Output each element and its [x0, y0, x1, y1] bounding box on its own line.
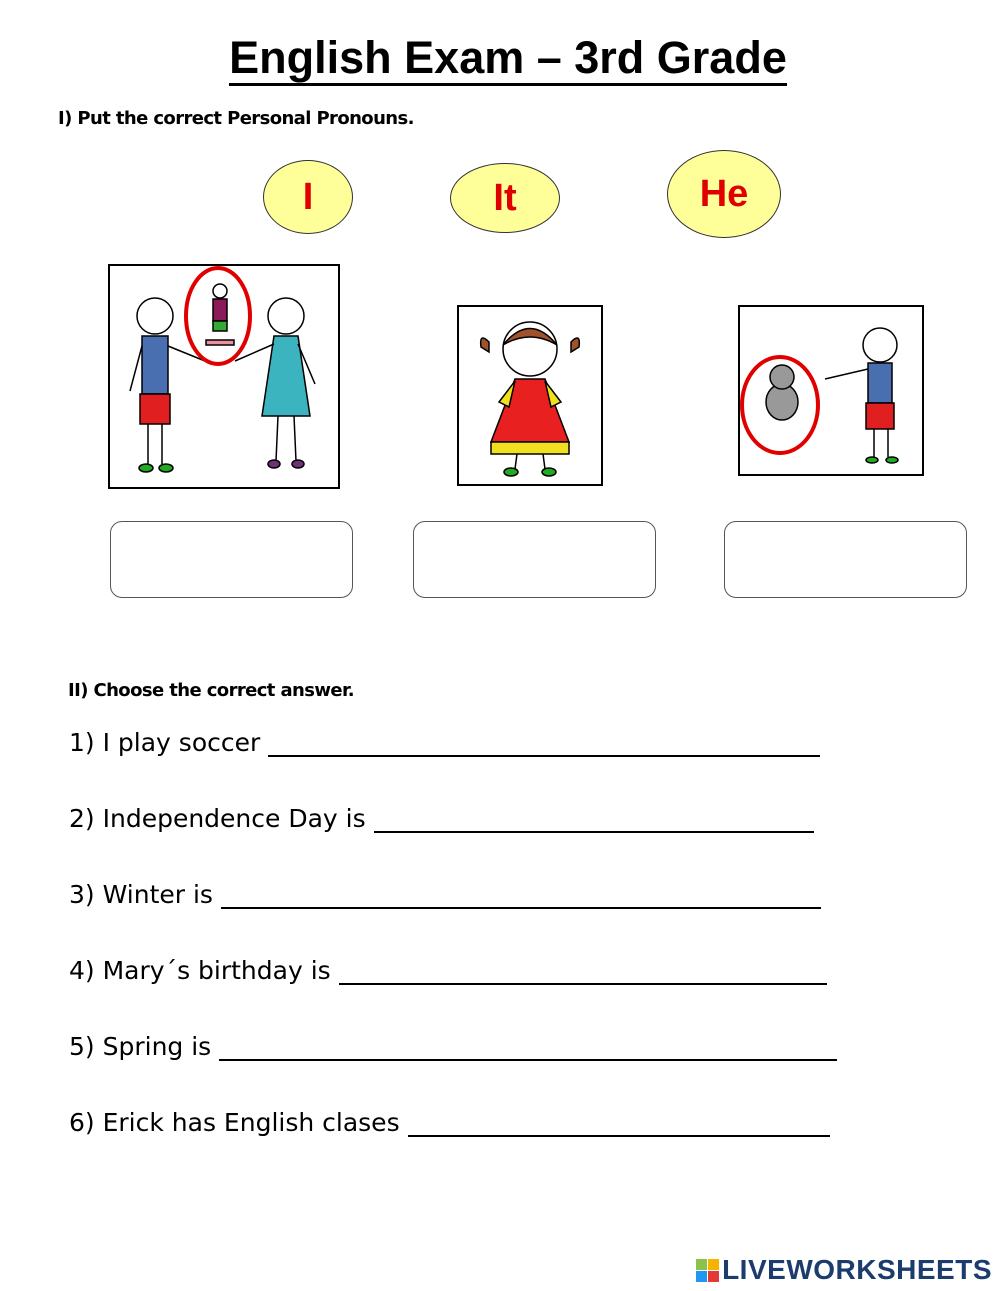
answer-blank-5[interactable] — [219, 1035, 837, 1061]
question-4 — [69, 956, 827, 985]
question-text: 6) Erick has English clases — [69, 1108, 400, 1137]
question-text: 2) Independence Day is — [69, 804, 366, 833]
logo-blocks-icon — [696, 1259, 719, 1282]
answer-box-2[interactable] — [413, 521, 656, 598]
answer-blank-4[interactable] — [339, 959, 827, 985]
question-6 — [69, 1108, 830, 1137]
page-title: English Exam – 3rd Grade — [0, 30, 1000, 86]
question-text: 5) Spring is — [69, 1032, 212, 1061]
answer-box-3[interactable] — [724, 521, 967, 598]
picture-boy-with-cat — [738, 305, 924, 476]
section-1-heading: I) Put the correct Personal Pronouns. — [58, 108, 414, 129]
section-2-heading: II) Choose the correct answer. — [68, 680, 354, 701]
answer-box-1[interactable] — [110, 521, 353, 598]
question-text: 1) I play soccer — [69, 728, 261, 757]
answer-blank-3[interactable] — [221, 883, 821, 909]
question-5 — [69, 1032, 837, 1061]
question-3 — [69, 880, 821, 909]
pronoun-oval-he[interactable]: He — [667, 150, 781, 238]
question-text: 3) Winter is — [69, 880, 213, 909]
pronoun-oval-it[interactable]: It — [450, 163, 560, 233]
brand-name: LIVEWORKSHEETS — [722, 1254, 992, 1285]
pronoun-oval-i[interactable]: I — [263, 160, 353, 234]
question-1 — [69, 728, 820, 757]
question-2 — [69, 804, 814, 833]
picture-children-group — [108, 264, 340, 489]
question-text: 4) Mary´s birthday is — [69, 956, 331, 985]
answer-blank-1[interactable] — [268, 731, 820, 757]
answer-blank-2[interactable] — [374, 807, 814, 833]
liveworksheets-logo — [696, 1254, 992, 1286]
picture-girl — [457, 305, 603, 486]
answer-blank-6[interactable] — [408, 1111, 830, 1137]
